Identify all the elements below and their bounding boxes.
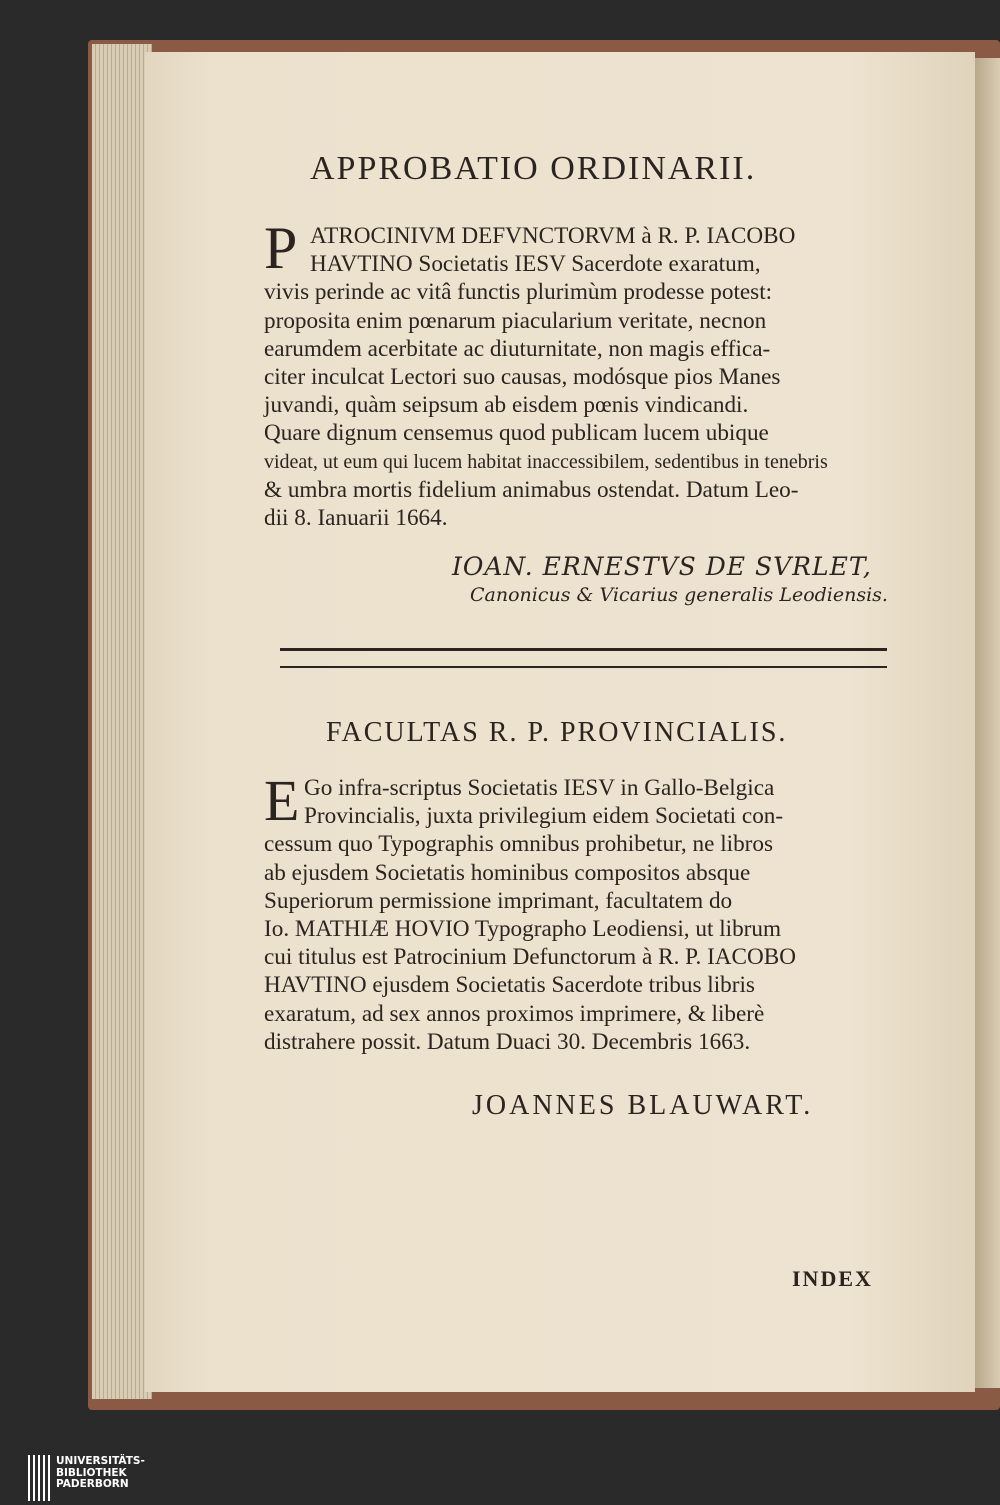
facultas-line: distrahere possit. Datum Duaci 30. Decembris 1663. [264, 1028, 751, 1055]
facultas-signature: JOANNES BLAUWART. [472, 1090, 814, 1121]
facultas-line: ab ejusdem Societatis hominibus compositos absque [264, 859, 751, 886]
page-edges [92, 44, 152, 1399]
approbatio-line: juvandi, quàm seipsum ab eisdem pœnis vindicandi. [264, 392, 749, 419]
approbatio-line: ATROCINIVM DEFVNCTORVM à R. P. IACOBO [310, 223, 796, 249]
facultas-line: Go infra-scriptus Societatis IESV in Gallo-Belgica [304, 775, 775, 801]
facultas-line: Superiorum permissione imprimant, facultatem do [264, 887, 733, 914]
facultas-drop-cap: E [264, 768, 300, 833]
approbatio-line: HAVTINO Societatis IESV Sacerdote exaratum, [310, 251, 761, 278]
approbatio-title: APPROBATIO ORDINARII. [310, 150, 757, 187]
approbatio-line: dii 8. Ianuarii 1664. [264, 505, 448, 532]
signature-title: Canonicus & Vicarius generalis Leodiensis. [470, 584, 888, 606]
catchword: INDEX [792, 1266, 873, 1291]
facultas-line: cessum quo Typographis omnibus prohibetur, ne libros [264, 831, 774, 858]
approbatio-line: earumdem acerbitate ac diuturnitate, non magis effica- [264, 335, 771, 362]
approbatio-line: Quare dignum censemus quod publicam lucem ubique [264, 420, 769, 447]
divider-rule-upper [280, 648, 887, 651]
library-name-line: PADERBORN [56, 1478, 129, 1490]
divider-rule-lower [280, 666, 887, 668]
facultas-line: exaratum, ad sex annos proximos imprimere, & liberè [264, 1000, 765, 1027]
library-name-line: UNIVERSITÄTS- [56, 1455, 145, 1467]
approbatio-line: citer inculcat Lectori suo causas, modósque pios Manes [264, 364, 781, 391]
approbatio-line: proposita enim pœnarum piacularium veritate, necnon [264, 307, 767, 334]
facultas-line: HAVTINO ejusdem Societatis Sacerdote tribus libris [264, 972, 755, 999]
approbatio-line: videat, ut eum qui lucem habitat inaccessibilem, sedentibus in tenebris [264, 450, 828, 473]
approbatio-line: vivis perinde ac vitâ functis plurimùm prodesse potest: [264, 279, 773, 306]
signature-name: IOAN. ERNESTVS DE SVRLET, [452, 552, 872, 581]
library-logo-icon [28, 1455, 52, 1501]
facultas-line: Io. MATHIÆ HOVIO Typographo Leodiensi, ut librum [264, 916, 782, 943]
facultas-line: Provincialis, juxta privilegium eidem Societati con- [304, 803, 784, 830]
approbatio-line: & umbra mortis fidelium animabus ostendat. Datum Leo- [264, 476, 799, 503]
facing-page-edge [975, 58, 1000, 1388]
facultas-title: FACULTAS R. P. PROVINCIALIS. [326, 717, 788, 748]
library-name [56, 1456, 145, 1491]
facultas-paragraph [264, 768, 904, 1056]
approbatio-drop-cap: P [264, 215, 298, 281]
approbatio-paragraph [264, 222, 904, 532]
facultas-line: cui titulus est Patrocinium Defunctorum à R. P. IACOBO [264, 944, 796, 971]
library-name-line: BIBLIOTHEK [56, 1466, 127, 1479]
